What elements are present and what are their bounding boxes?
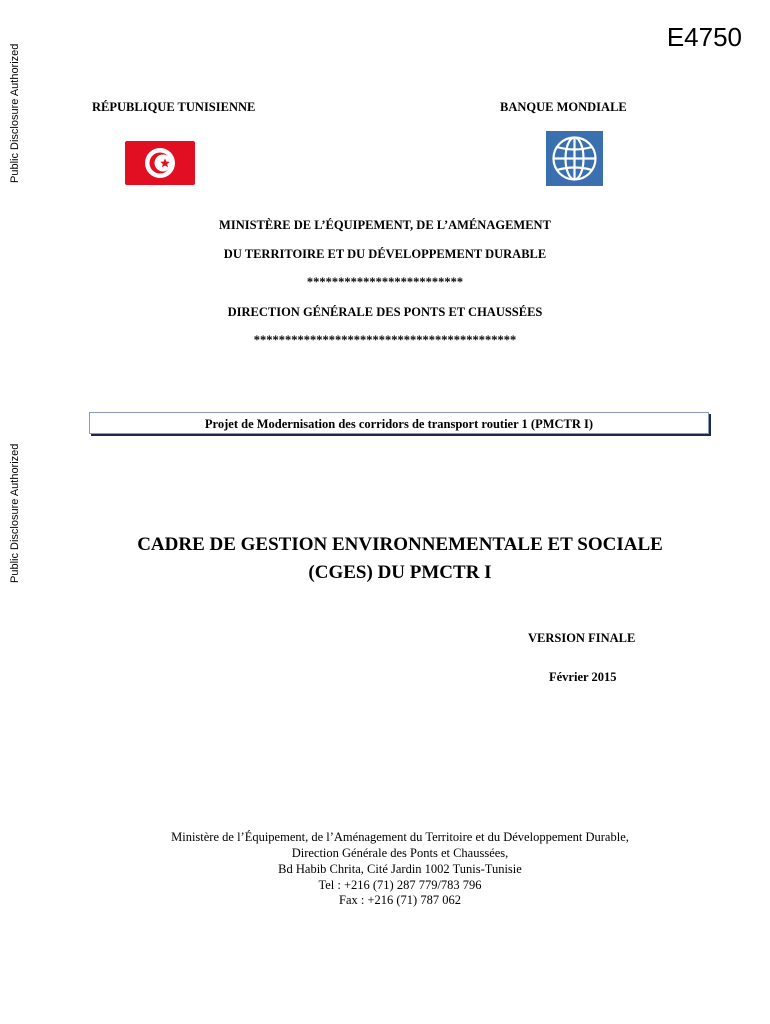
separator-stars: ****************************************** [253,333,517,347]
ministry-line-1: MINISTÈRE DE L’ÉQUIPEMENT, DE L’AMÉNAGEMENT [219,218,551,232]
direction-title: DIRECTION GÉNÉRALE DES PONTS ET CHAUSSÉES [227,305,543,319]
document-title-line-1: CADRE DE GESTION ENVIRONNEMENTALE ET SOCIALE [137,534,663,555]
fax-line: Fax : +216 (71) 787 062 [339,893,461,907]
tunisia-flag-icon [125,141,195,185]
address-line: Direction Générale des Ponts et Chaussées, [291,846,509,860]
document-id: E4750 [666,22,742,52]
phone-line: Tel : +216 (71) 287 779/783 796 [318,878,482,892]
separator-stars: ************************* [306,275,464,289]
ministry-line-2: DU TERRITOIRE ET DU DÉVELOPPEMENT DURABLE [223,247,547,261]
address-line: Ministère de l’Équipement, de l’Aménagement du Territoire et du Développement Durable, [171,830,629,844]
address-line: Bd Habib Chrita, Cité Jardin 1002 Tunis-Tunisie [278,862,522,876]
header-republic: RÉPUBLIQUE TUNISIENNE [92,100,256,114]
public-disclosure-label: Public Disclosure Authorized [9,43,21,183]
version-label: VERSION FINALE [528,631,636,645]
public-disclosure-label: Public Disclosure Authorized [9,443,21,583]
project-name-box: Projet de Modernisation des corridors de transport routier 1 (PMCTR I) [89,412,709,434]
document-date: Février 2015 [549,670,617,684]
header-world-bank: BANQUE MONDIALE [500,100,627,114]
world-bank-logo-icon [546,131,603,186]
document-title-line-2: (CGES) DU PMCTR I [308,562,492,583]
